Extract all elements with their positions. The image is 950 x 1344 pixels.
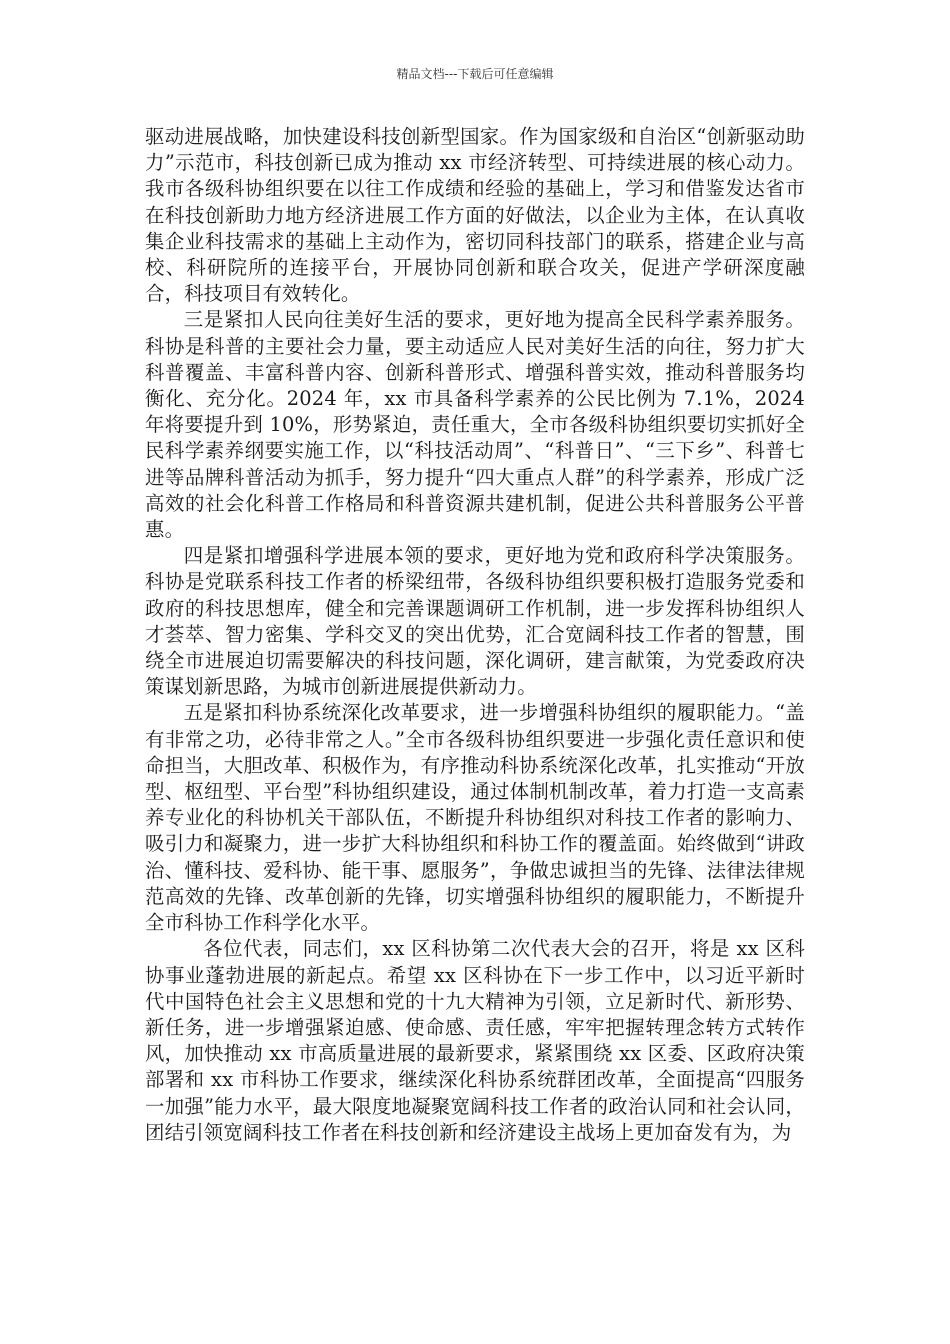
paragraph-continuation: 驱动进展战略，加快建设科技创新型国家。作为国家级和自治区“创新驱动助力”示范市，科技创新已成为推动 xx 市经济转型、可持续进展的核心动力。我市各级科协组织要在以往工作成绩和经验的基础上，学习和借鉴发达省市在科技创新助力地方经济进展工作方面的好做法，以企业为主体，在认真收集企业科技需求的基础上主动作为，密切同科技部门的联系，搭建企业与高校、科研院所的连接平台，开展协同创新和联合攻关，促进产学研深度融合，科技项目有效转化。 xyxy=(145,125,805,306)
paragraph-point-three: 三是紧扣人民向往美好生活的要求，更好地为提高全民科学素养服务。科协是科普的主要社会力量，要主动适应人民对美好生活的向往，努力扩大科普覆盖、丰富科普内容、创新科普形式、增强科普实效，推动科普服务均衡化、充分化。2024 年，xx 市具备科学素养的公民比例为 7.1%，2024 年将要提升到 10%，形势紧迫，责任重大，全市各级科协组织要切实抓好全民科学素养纲要实施工作，以“科技活动周”、“科普日”、“三下乡”、科普七进等品牌科普活动为抓手，努力提升“四大重点人群”的科学素养，形成广泛高效的社会化科普工作格局和科普资源共建机制，促进公共科普服务公平普惠。 xyxy=(145,308,805,542)
paragraph-point-four: 四是紧扣增强科学进展本领的要求，更好地为党和政府科学决策服务。科协是党联系科技工作者的桥梁纽带，各级科协组织要积极打造服务党委和政府的科技思想库，健全和完善课题调研工作机制，进一步发挥科协组织人才荟萃、智力密集、学科交叉的突出优势，汇合宽阔科技工作者的智慧，围绕全市进展迫切需要解决的科技问题，深化调研，建言献策，为党委政府决策谋划新思路，为城市创新进展提供新动力。 xyxy=(145,544,805,699)
paragraph-point-five: 五是紧扣科协系统深化改革要求，进一步增强科协组织的履职能力。“盖有非常之功，必待非常之人。”全市各级科协组织要进一步强化责任意识和使命担当，大胆改革、积极作为，有序推动科协系统深化改革，扎实推动“开放型、枢纽型、平台型”科协组织建设，通过体制机制改革，着力打造一支高素养专业化的科协机关干部队伍，不断提升科协组织对科技工作者的影响力、吸引力和凝聚力，进一步扩大科协组织和科协工作的覆盖面。始终做到“讲政治、懂科技、爱科协、能干事、愿服务”，争做忠诚担当的先锋、法律法律规范高效的先锋、改革创新的先锋，切实增强科协组织的履职能力，不断提升全市科协工作科学化水平。 xyxy=(145,701,805,935)
paragraph-closing: 各位代表，同志们，xx 区科协第二次代表大会的召开，将是 xx 区科协事业蓬勃进展的新起点。希望 xx 区科协在下一步工作中，以习近平新时代中国特色社会主义思想和党的十九大精神为引领，立足新时代、新形势、新任务，进一步增强紧迫感、使命感、责任感，牢牢把握转理念转方式转作风，加快推动 xx 市高质量进展的最新要求，紧紧围绕 xx 区委、区政府决策部署和 xx 市科协工作要求，继续深化科协系统群团改革，全面提高“四服务一加强”能力水平，最大限度地凝聚宽阔科技工作者的政治认同和社会认同，团结引领宽阔科技工作者在科技创新和经济建设主战场上更加奋发有为，为 xyxy=(145,937,805,1144)
document-body xyxy=(145,124,805,1146)
page-header: 精品文档---下载后可任意编辑 xyxy=(396,67,554,81)
